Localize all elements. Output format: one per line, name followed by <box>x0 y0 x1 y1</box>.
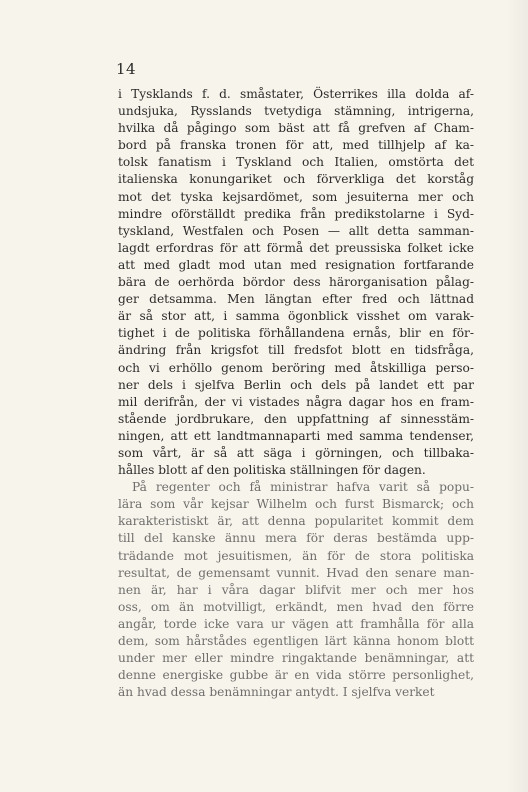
text-line: bord på franska tronen för att, med tillhjelp af ka- <box>118 138 474 153</box>
text-line: hålles blott af den politiska ställningen för dagen. <box>118 463 426 478</box>
text-line: nen är, har i våra dagar blifvit mer och mer hos <box>118 582 474 597</box>
text-line: denne energiske gubbe är en vida större personlighet, <box>118 668 474 683</box>
text-line: i Tysklands f. d. småstater, Österrikes illa dolda af- <box>118 87 474 101</box>
text-line: mil derifrån, der vi vistades några dagar hos en fram- <box>118 394 474 409</box>
text-line: hvilka då pågingo som bäst att få grefven af Cham- <box>118 121 474 136</box>
text-line: mindre oförställdt predika från predikstolarne i Syd- <box>118 206 474 221</box>
text-line: lagdt erfordras för att förmå det preussiska folket icke <box>118 240 474 255</box>
page-number: 14 <box>116 60 137 78</box>
text-line: mot det tyska kejsardömet, som jesuiterna mer och <box>118 189 474 204</box>
text-line: ningen, att ett landtmannaparti med samma tendenser, <box>118 428 474 443</box>
text-line: tyskland, Westfalen och Posen — allt detta samman- <box>118 223 474 238</box>
text-line: stående jordbrukare, den uppfattning af sinnesstäm- <box>118 411 474 426</box>
text-line: dem, som hårstådes egentligen lärt känna honom blott <box>118 634 474 648</box>
text-line: tolsk fanatism i Tyskland och Italien, omstörta det <box>118 155 474 170</box>
text-line: till del kanske ännu mera för deras bestämda upp- <box>118 531 474 546</box>
text-line: och vi erhöllo genom beröring med åtskilliga perso- <box>118 360 474 375</box>
text-line: angår, torde icke vara ur vägen att framhålla för alla <box>118 616 474 631</box>
text-line: att med gladt mod utan med resignation fortfarande <box>118 257 474 272</box>
text-line: som vårt, är så att säga i görningen, och tillbaka- <box>118 445 474 460</box>
text-line: ner dels i sjelfva Berlin och dels på landet ett par <box>118 377 474 392</box>
text-line: trädande mot jesuitismen, än för de stora politiska <box>118 548 474 563</box>
text-line: lära som vår kejsar Wilhelm och furst Bismarck; och <box>118 497 474 512</box>
text-line: oss, om än motvilligt, erkändt, men hvad den förre <box>118 599 474 614</box>
text-line: På regenter och få ministrar hafva varit så popu- <box>132 480 474 495</box>
text-line: resultat, de gemensamt vunnit. Hvad den senare man- <box>118 565 474 580</box>
text-line: bära de oerhörda bördor dess härorganisation pålag- <box>118 275 474 290</box>
text-line: italienska konungariket och förverkliga det korståg <box>118 172 474 187</box>
text-line: än hvad dessa benämningar antydt. I sjelfva verket <box>118 685 435 700</box>
text-line: ger detsamma. Men längtan efter fred och lättnad <box>118 292 474 307</box>
text-line: under mer eller mindre ringaktande benämningar, att <box>118 651 474 666</box>
text-line: karakteristiskt är, att denna popularitet kommit dem <box>118 514 474 529</box>
text-line: är så stor att, i samma ögonblick visshet om varak- <box>118 309 474 324</box>
page-edge-shadow <box>506 0 528 792</box>
text-line: tighet i de politiska förhållandena ernås, blir en för- <box>118 326 474 341</box>
text-line: ändring från krigsfot till fredsfot blott en tidsfråga, <box>118 343 474 358</box>
text-line: undsjuka, Rysslands tvetydiga stämning, intrigerna, <box>118 104 474 119</box>
body-text <box>118 86 474 701</box>
